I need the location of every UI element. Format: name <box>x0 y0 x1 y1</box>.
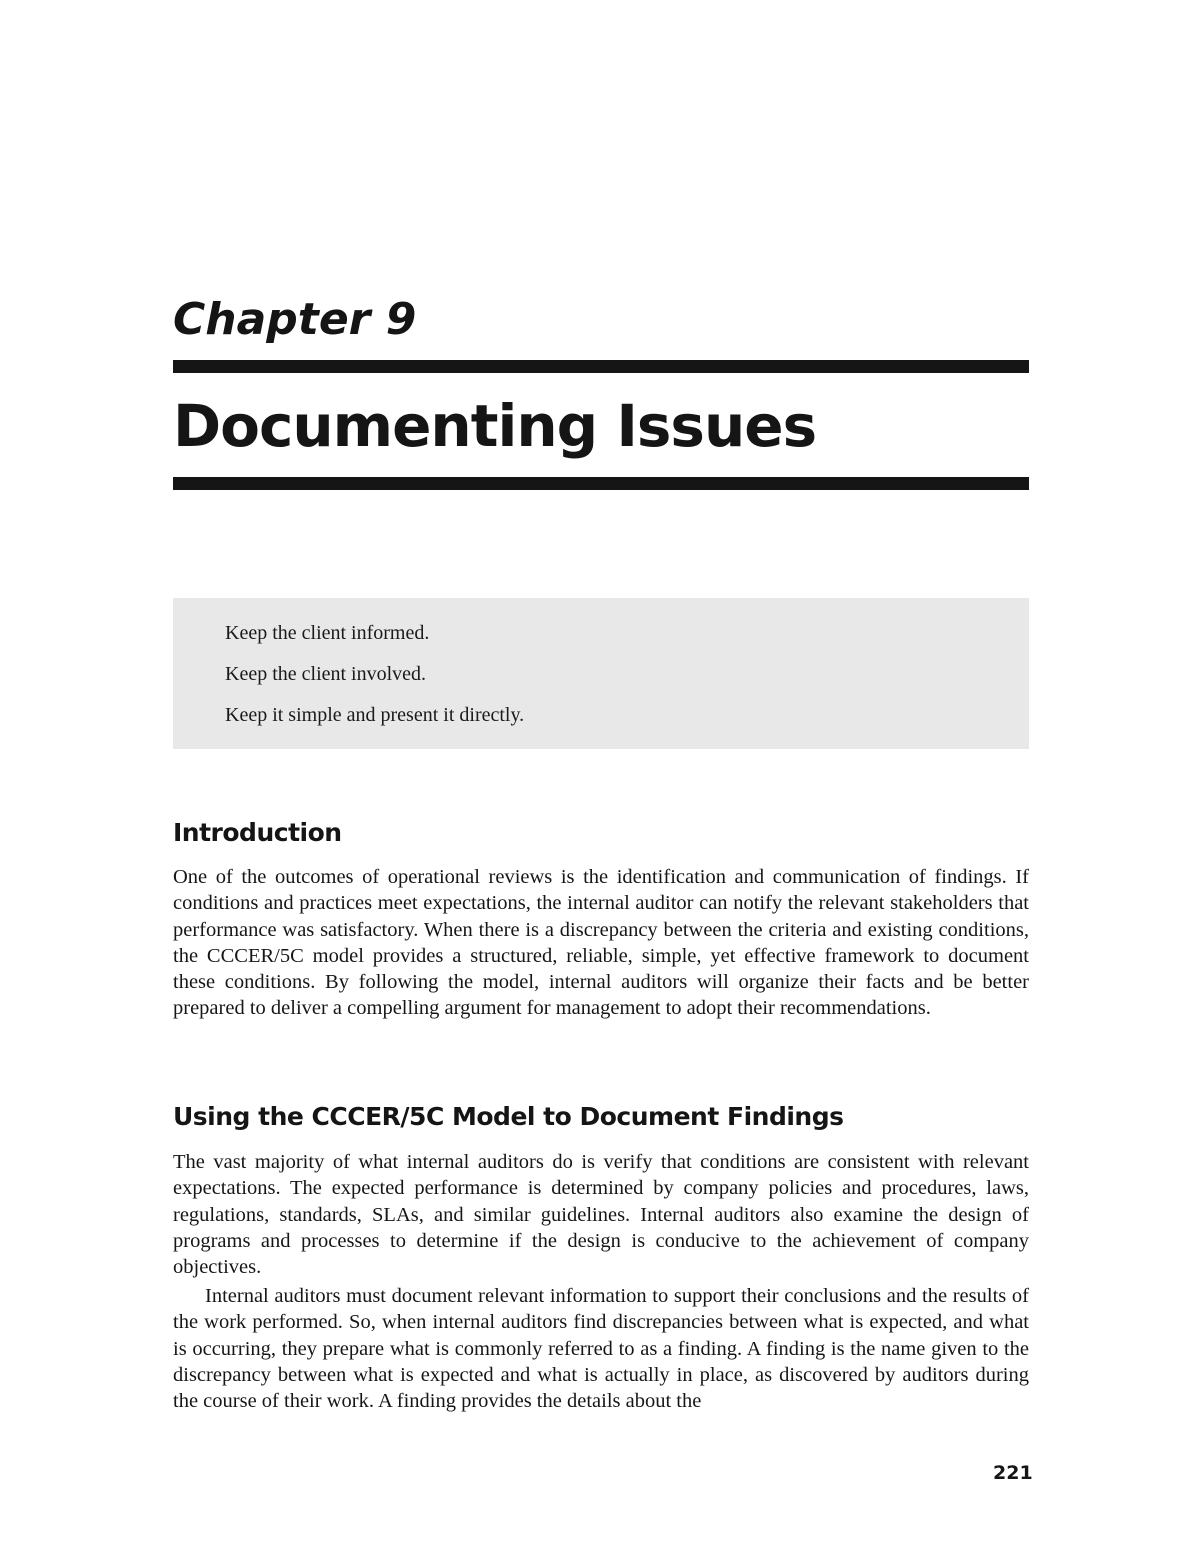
page-number: 221 <box>993 1462 1033 1484</box>
paragraph-introduction: One of the outcomes of operational reviews is the identification and communication of findings. If conditions and practices meet expectations, the internal auditor can notify the relevant stakeholders that performance was satisfactory. When there is a discrepancy between the criteria and existing conditions, the CCCER/5C model provides a structured, reliable, simple, yet effective framework to document these conditions. By following the model, internal auditors will organize their facts and be better prepared to deliver a compelling argument for management to adopt their recommendations. <box>173 866 1029 1020</box>
chapter-title: Documenting Issues <box>173 392 817 460</box>
epigraph-line: Keep the client informed. <box>225 622 430 644</box>
chapter-label: Chapter 9 <box>173 294 417 345</box>
epigraph-box <box>173 598 1029 749</box>
epigraph-line: Keep the client involved. <box>225 663 427 685</box>
paragraph-cccer-model-2: Internal auditors must document relevant information to support their conclusions and the results of the work performed. So, when internal auditors find discrepancies between what is expected, and what is occurring, they prepare what is commonly referred to as a finding. A finding is the name given to the discrepancy between what is expected and what is actually in place, as discovered by auditors during the course of their work. A finding provides the details about the <box>173 1285 1029 1413</box>
section-heading-cccer-model: Using the CCCER/5C Model to Document Findings <box>173 1102 844 1131</box>
section-heading-introduction: Introduction <box>173 818 342 847</box>
paragraph-cccer-model-1: The vast majority of what internal auditors do is verify that conditions are consistent with relevant expectations. The expected performance is determined by company policies and procedures, laws, regulations, standards, SLAs, and similar guidelines. Internal auditors also examine the design of programs and processes to determine if the design is conducive to the achievement of company objectives. <box>173 1151 1029 1279</box>
chapter-rule-top <box>173 360 1029 373</box>
chapter-rule-bottom <box>173 477 1029 490</box>
epigraph-line: Keep it simple and present it directly. <box>225 704 525 726</box>
